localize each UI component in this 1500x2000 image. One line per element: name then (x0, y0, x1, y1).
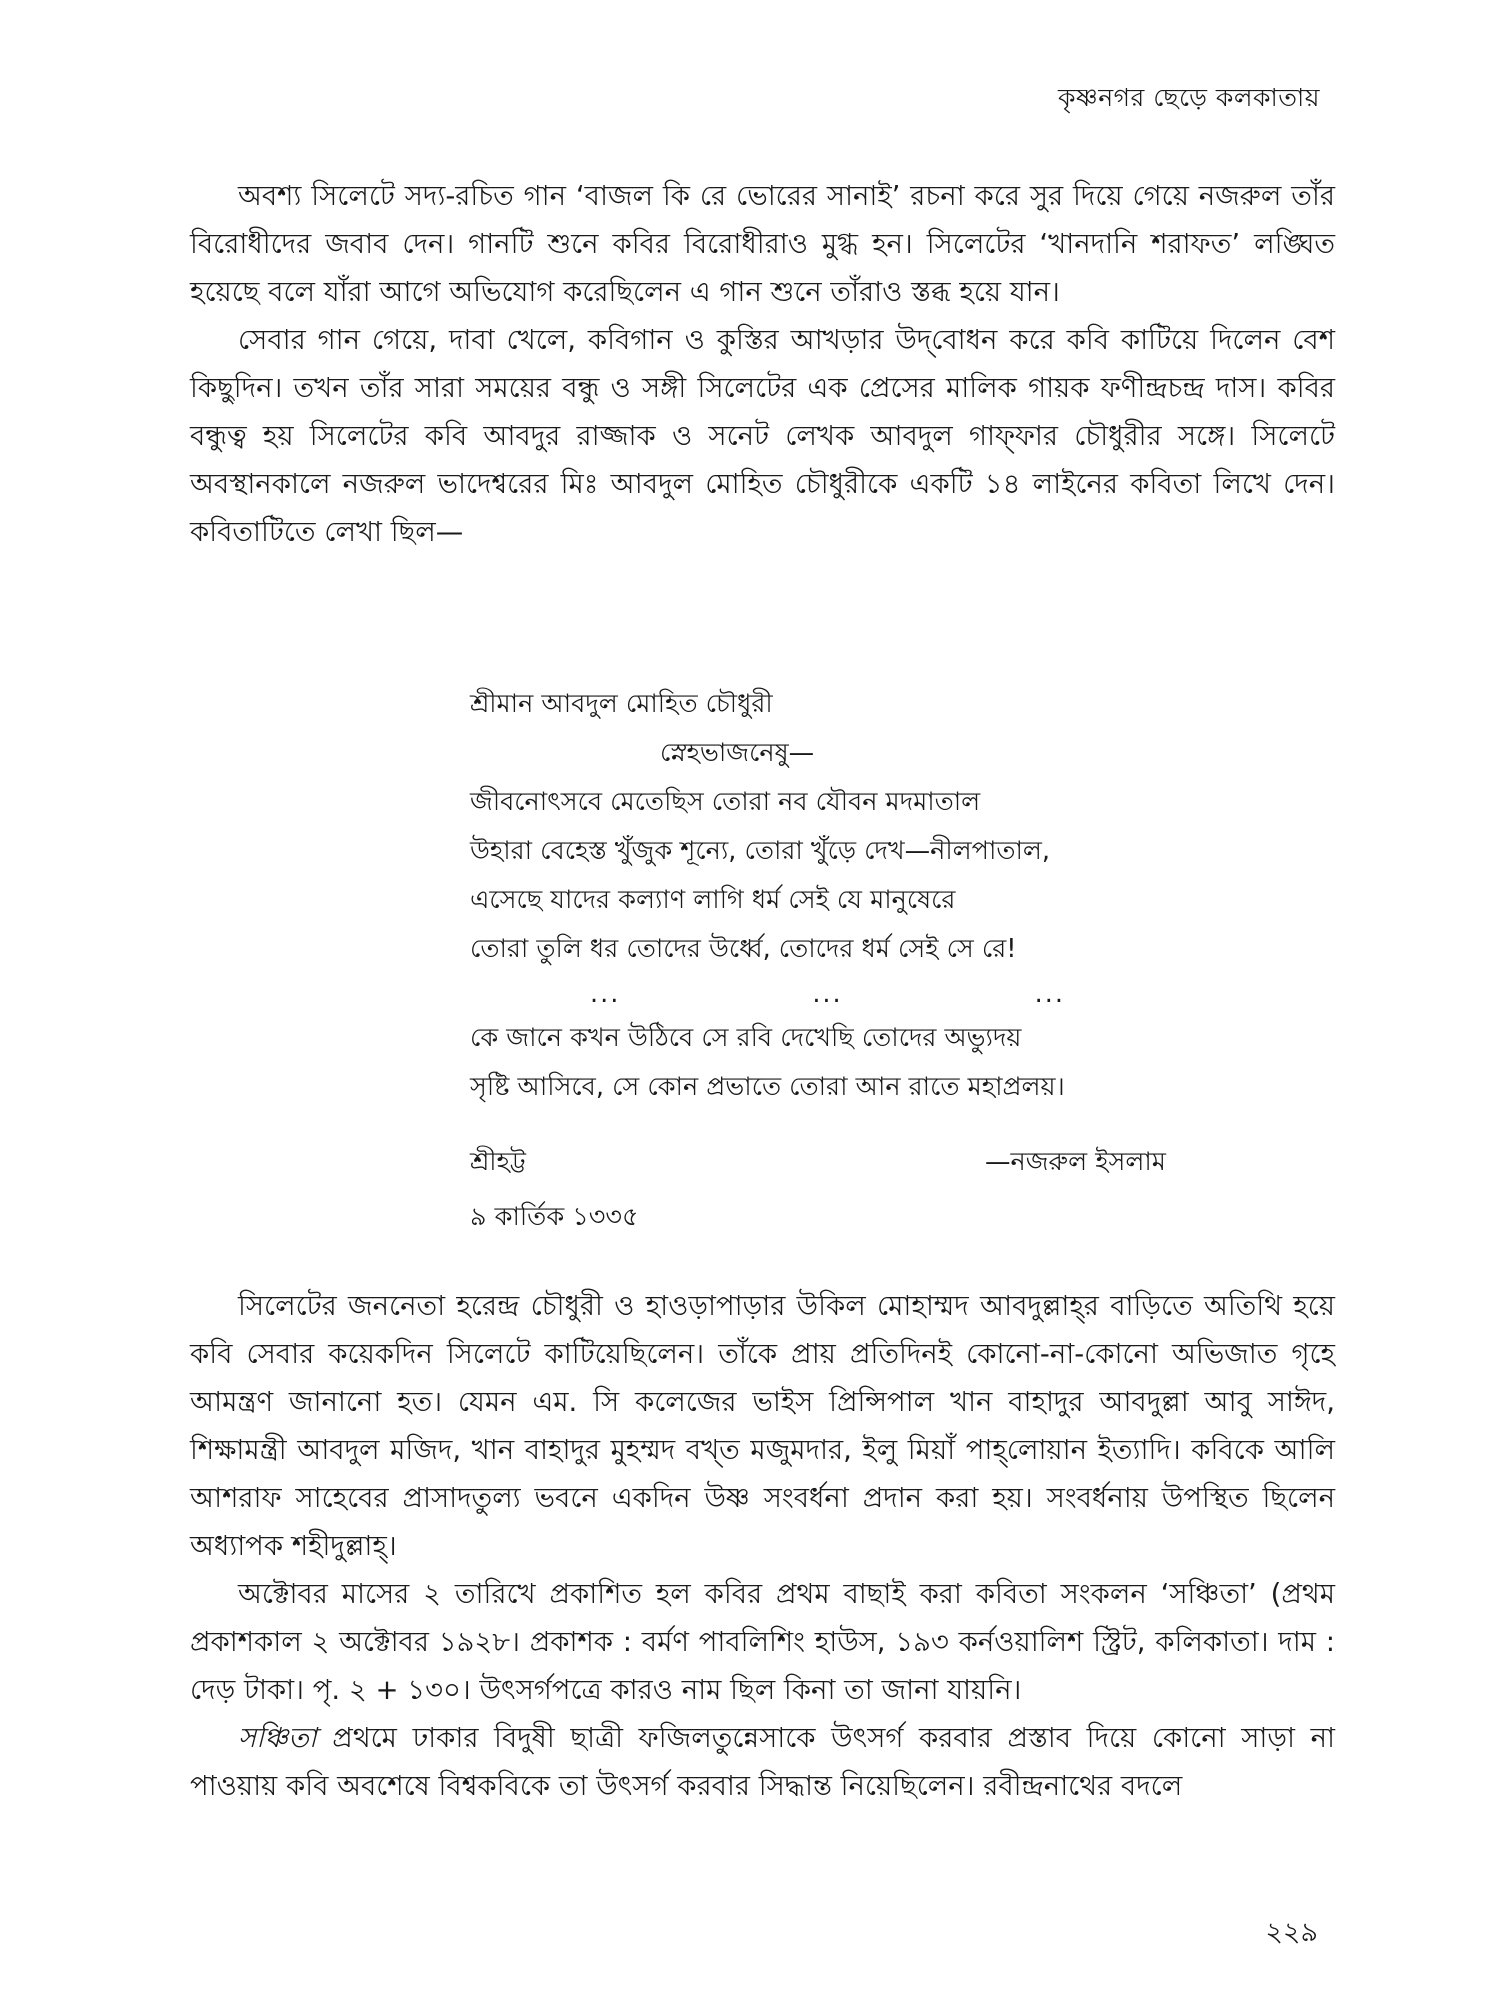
poem-block (470, 680, 1170, 1112)
body-text-top (190, 172, 1335, 556)
paragraph: সেবার গান গেয়ে, দাবা খেলে, কবিগান ও কুস্তির আখড়ার উদ্‌বোধন করে কবি কাটিয়ে দিলেন বেশ কিছুদিন। তখন তাঁর সারা সময়ের বন্ধু ও সঙ্গী সিলেটের এক প্রেসের মালিক গায়ক ফণীন্দ্রচন্দ্র দাস। কবির বন্ধুত্ব হয় সিলেটের কবি আবদুর রাজ্জাক ও সনেট লেখক আবদুল গাফ্‌ফার চৌধুরীর সঙ্গে। সিলেটে অবস্থানকালে নজরুল ভাদেশ্বরের মিঃ আবদুল মোহিত চৌধুরীকে একটি ১৪ লাইনের কবিতা লিখে দেন। কবিতাটিতে লেখা ছিল— (190, 324, 1335, 548)
poem-line: কে জানে কখন উঠিবে সে রবি দেখেছি তোদের অভ্যুদয় (470, 1023, 1022, 1053)
poem-author: —নজরুল ইসলাম (985, 1147, 1166, 1177)
paragraph: সিলেটের জননেতা হরেন্দ্র চৌধুরী ও হাওড়াপাড়ার উকিল মোহাম্মদ আবদুল্লাহ্‌র বাড়িতে অতিথি হয়ে কবি সেবার কয়েকদিন সিলেটে কাটিয়েছিলেন। তাঁকে প্রায় প্রতিদিনই কোনো-না-কোনো অভিজাত গৃহে আমন্ত্রণ জানানো হত। যেমন এম. সি কলেজের ভাইস প্রিন্সিপাল খান বাহাদুর আবদুল্লা আবু সাঈদ, শিক্ষামন্ত্রী আবদুল মজিদ, খান বাহাদুর মুহম্মদ বখ্‌ত মজুমদার, ইলু মিয়াঁ পাহ্‌লোয়ান ইত্যাদি। কবিকে আলি আশরাফ সাহেবের প্রাসাদতুল্য ভবনে একদিন উষ্ণ সংবর্ধনা প্রদান করা হয়। সংবর্ধনায় উপস্থিত ছিলেন অধ্যাপক শহীদুল্লাহ্‌। (190, 1290, 1335, 1562)
paragraph-text: প্রথমে ঢাকার বিদুষী ছাত্রী ফজিলতুন্নেসাকে উৎসর্গ করবার প্রস্তাব দিয়ে কোনো সাড়া না পাওয়ায় কবি অবশেষে বিশ্বকবিকে তা উৎসর্গ করবার সিদ্ধান্ত নিয়েছিলেন। রবীন্দ্রনাথের বদলে (190, 1722, 1335, 1802)
page-number: ২২৯ (1265, 1917, 1318, 1948)
body-text-bottom (190, 1282, 1335, 1810)
poem-date: ৯ কার্তিক ১৩৩৫ (470, 1202, 639, 1232)
poem-place: শ্রীহট্ট (470, 1147, 527, 1177)
paragraph: অক্টোবর মাসের ২ তারিখে প্রকাশিত হল কবির প্রথম বাছাই করা কবিতা সংকলন ‘সঞ্চিতা’ (প্রথম প্রকাশকাল ২ অক্টোবর ১৯২৮। প্রকাশক : বর্মণ পাবলিশিং হাউস, ১৯৩ কর্নওয়ালিশ স্ট্রিট, কলিকাতা। দাম : দেড় টাকা। পৃ. ২ + ১৩০। উৎসর্গপত্রে কারও নাম ছিল কিনা তা জানা যায়নি। (190, 1578, 1335, 1706)
running-header: কৃষ্ণনগর ছেড়ে কলকাতায় (1058, 83, 1320, 112)
poem-line: তোরা তুলি ধর তোদের উর্ধ্বে, তোদের ধর্ম সেই সে রে! (470, 934, 1017, 964)
poem-line: জীবনোৎসবে মেতেছিস তোরা নব যৌবন মদমাতাল (470, 787, 981, 817)
paragraph-last (190, 1714, 1335, 1810)
poem-ellipsis: ... ... ... (590, 979, 1065, 1009)
paragraph: অবশ্য সিলেটে সদ্য-রচিত গান ‘বাজল কি রে ভোরের সানাই’ রচনা করে সুর দিয়ে গেয়ে নজরুল তাঁর বিরোধীদের জবাব দেন। গানটি শুনে কবির বিরোধীরাও মুগ্ধ হন। সিলেটের ‘খানদানি শরাফত’ লঙ্ঘিত হয়েছে বলে যাঁরা আগে অভিযোগ করেছিলেন এ গান শুনে তাঁরাও স্তব্ধ হয়ে যান। (190, 180, 1335, 308)
poem-line: সৃষ্টি আসিবে, সে কোন প্রভাতে তোরা আন রাতে মহাপ্রলয়। (470, 1072, 1065, 1102)
poem-salutation: স্নেহভাজনেষু— (660, 738, 815, 768)
poem-addressee: শ্রীমান আবদুল মোহিত চৌধুরী (470, 689, 773, 719)
poem-line: উহারা বেহেস্ত খুঁজুক শূন্যে, তোরা খুঁড়ে দেখ—নীলপাতাল, (470, 836, 1051, 866)
book-title-italic: সঞ্চিতা (238, 1722, 317, 1754)
poem-line: এসেছে যাদের কল্যাণ লাগি ধর্ম সেই যে মানুষেরে (470, 885, 956, 915)
